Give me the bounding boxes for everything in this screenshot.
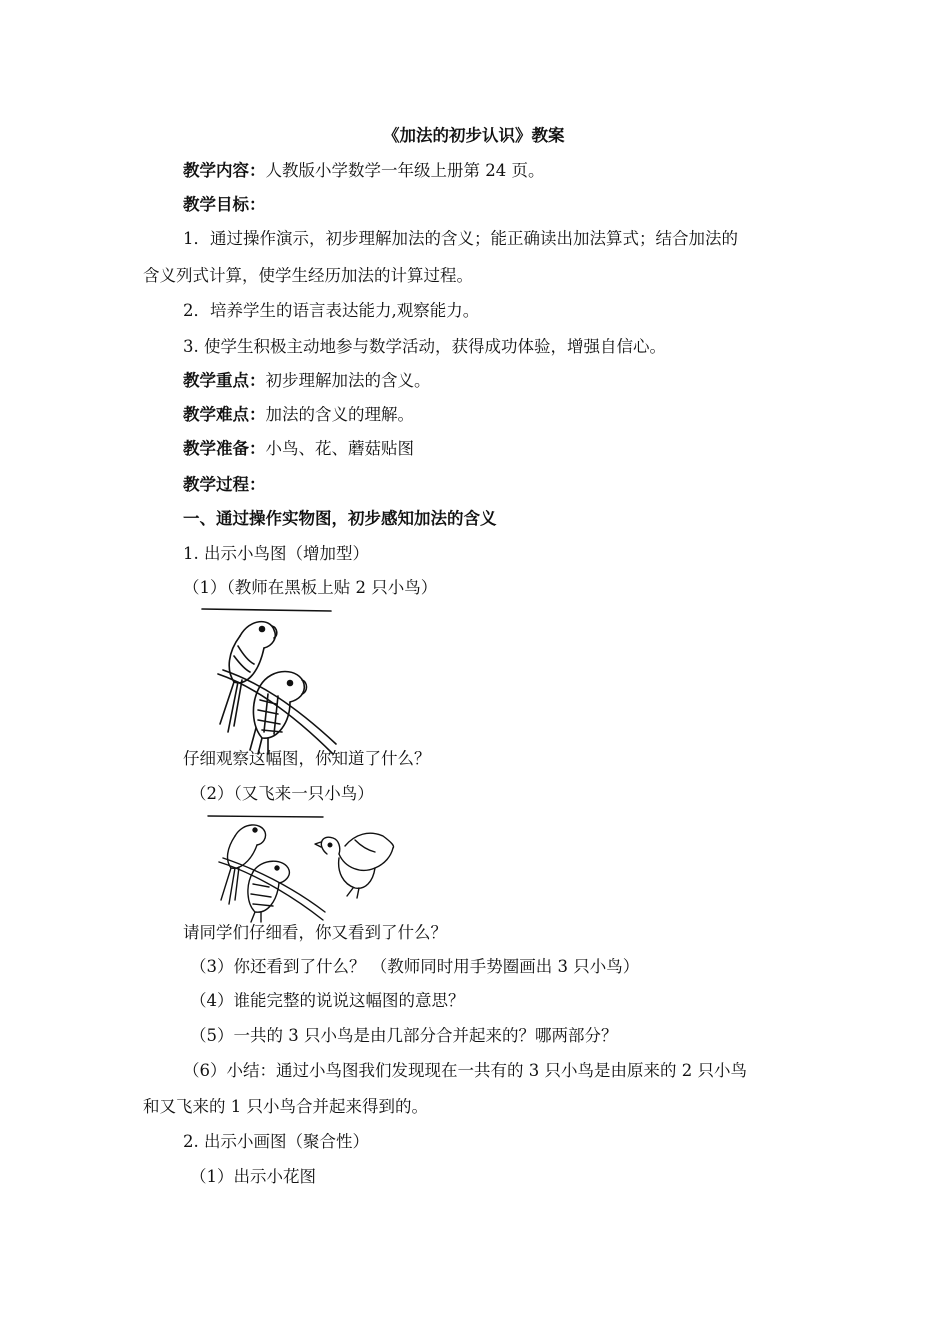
step-1-2: （2）（又飞来一只小鸟） bbox=[190, 784, 374, 803]
key-point bbox=[183, 370, 431, 392]
step-1-6-line-1: （6）小结：通过小鸟图我们发现现在一共有的 3 只小鸟是由原来的 2 只小鸟 bbox=[183, 1061, 747, 1080]
step-1-6-line-2: 和又飞来的 1 只小鸟合并起来得到的。 bbox=[143, 1097, 428, 1116]
step-1-1: （1）（教师在黑板上贴 2 只小鸟） bbox=[183, 578, 438, 597]
step-1-5: （5）一共的 3 只小鸟是由几部分合并起来的？哪两部分？ bbox=[190, 1026, 618, 1045]
question-2: 请同学们仔细看，你又看到了什么？ bbox=[183, 923, 447, 942]
section-1-item-1: 1. 出示小鸟图（增加型） bbox=[183, 544, 369, 563]
two-parrots-illustration bbox=[198, 604, 338, 756]
preparation-label: 教学准备： bbox=[183, 439, 266, 458]
three-birds-illustration bbox=[205, 812, 405, 924]
goal-1-line-2: 含义列式计算，使学生经历加法的计算过程。 bbox=[143, 266, 473, 285]
teaching-content-label: 教学内容： bbox=[183, 161, 266, 180]
teaching-goals-label: 教学目标： bbox=[183, 195, 266, 214]
preparation-text: 小鸟、花、蘑菇贴图 bbox=[265, 439, 414, 458]
question-1: 仔细观察这幅图，你知道了什么？ bbox=[183, 749, 431, 768]
step-1-3: （3）你还看到了什么？ （教师同时用手势圈画出 3 只小鸟） bbox=[190, 957, 640, 976]
difficulty-label: 教学难点： bbox=[183, 405, 266, 424]
teaching-content-text: 人教版小学数学一年级上册第 24 页。 bbox=[265, 161, 545, 180]
goal-1-line-1: 1．通过操作演示，初步理解加法的含义；能正确读出加法算式；结合加法的 bbox=[183, 229, 738, 248]
goal-2: 2．培养学生的语言表达能力,观察能力。 bbox=[183, 301, 480, 320]
section-1-heading: 一、通过操作实物图，初步感知加法的含义 bbox=[183, 509, 497, 528]
goal-3: 3. 使学生积极主动地参与数学活动，获得成功体验，增强自信心。 bbox=[183, 337, 666, 356]
key-point-text: 初步理解加法的含义。 bbox=[265, 371, 431, 390]
step-2-1: （1）出示小花图 bbox=[190, 1167, 316, 1186]
difficulty bbox=[183, 404, 414, 426]
teaching-content bbox=[183, 160, 545, 182]
difficulty-text: 加法的含义的理解。 bbox=[265, 405, 414, 424]
key-point-label: 教学重点： bbox=[183, 371, 266, 390]
preparation bbox=[183, 438, 414, 460]
section-1-item-2: 2. 出示小画图（聚合性） bbox=[183, 1132, 369, 1151]
process-label: 教学过程： bbox=[183, 475, 266, 494]
page-title: 《加法的初步认识》教案 bbox=[383, 126, 565, 145]
step-1-4: （4）谁能完整的说说这幅图的意思？ bbox=[190, 991, 465, 1010]
